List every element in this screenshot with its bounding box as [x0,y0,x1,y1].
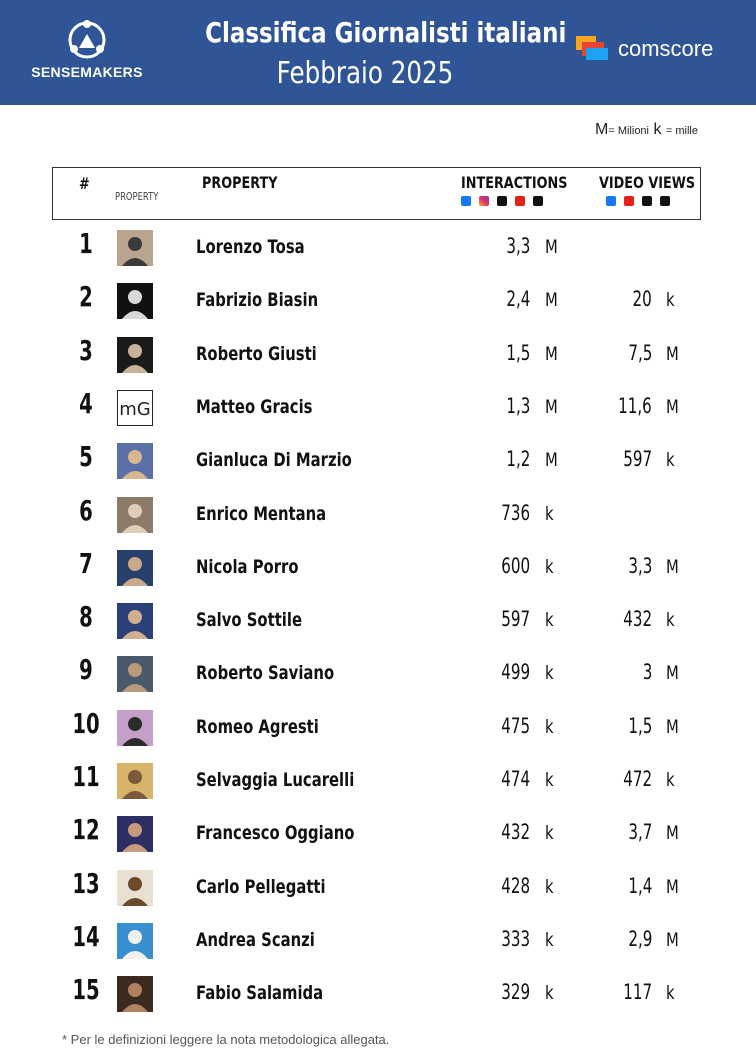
header-rank: # [79,174,90,193]
row-interactions-value: 597 [501,607,530,632]
row-interactions-unit: k [545,982,554,1005]
row-video-views-unit: M [666,715,679,738]
table-row [0,221,756,274]
row-rank: 9 [79,653,93,687]
row-name: Roberto Giusti [196,342,317,365]
avatar [117,390,153,426]
tiktok-icon [533,196,543,206]
youtube-icon [624,196,634,206]
row-interactions-value: 600 [501,553,530,578]
avatar [117,497,153,533]
row-rank: 4 [79,386,93,420]
units-legend-k-text: = mille [665,125,698,137]
avatar [117,603,153,639]
row-interactions-value: 428 [501,873,530,898]
row-rank: 6 [79,493,93,527]
row-video-views-value: 3 [642,660,652,685]
row-video-views-value: 20 [632,287,652,312]
row-video-views-value: 2,9 [627,926,652,951]
row-video-views-value: 597 [623,447,652,472]
page-title: Classifica Giornalisti italiani [205,16,567,49]
units-legend [595,121,698,139]
row-interactions-value: 475 [501,713,530,738]
row-name: Andrea Scanzi [196,928,315,951]
sensemakers-logo-text: SENSEMAKERS [31,64,143,80]
avatar [117,923,153,959]
facebook-icon [606,196,616,206]
row-video-views-unit: M [666,822,679,845]
row-name: Matteo Gracis [196,395,313,418]
row-interactions-value: 333 [501,926,530,951]
avatar [117,337,153,373]
comscore-logo-text: comscore [618,36,714,61]
youtube-icon [515,196,525,206]
row-interactions-value: 499 [501,660,530,685]
row-video-views-unit: M [666,875,679,898]
table-row [0,434,756,487]
row-interactions-unit: k [545,662,554,685]
avatar [117,656,153,692]
row-rank: 10 [72,706,100,740]
row-video-views-value: 117 [623,980,652,1005]
row-interactions-unit: M [545,449,558,472]
row-name: Salvo Sottile [196,609,302,632]
instagram-icon [479,196,489,206]
row-name: Nicola Porro [196,555,299,578]
video-social-icons [606,196,670,206]
table-row [0,861,756,914]
row-video-views-value: 432 [623,607,652,632]
table-row [0,914,756,967]
row-video-views-unit: M [666,662,679,685]
row-interactions-value: 1,3 [505,393,530,418]
row-video-views-unit: M [666,928,679,951]
units-legend-m-symbol: M [595,121,609,138]
row-interactions-value: 3,3 [505,234,530,258]
svg-text:mG: mG [119,398,151,420]
avatar [117,763,153,799]
table-row [0,274,756,327]
row-name: Gianluca Di Marzio [196,449,352,472]
row-interactions-unit: M [545,395,558,418]
avatar [117,870,153,906]
row-interactions-value: 432 [501,820,530,845]
row-interactions-value: 329 [501,980,530,1005]
units-legend-k-symbol: k [653,121,662,138]
row-interactions-value: 736 [501,500,530,525]
row-rank: 5 [79,440,93,474]
table-row [0,647,756,700]
row-rank: 13 [72,866,100,900]
row-interactions-unit: M [545,289,558,312]
row-interactions-unit: k [545,555,554,578]
row-name: Carlo Pellegatti [196,875,326,898]
header-video-views: VIDEO VIEWS [599,173,696,192]
row-name: Francesco Oggiano [196,822,355,845]
row-video-views-value: 1,5 [627,713,652,738]
avatar [117,976,153,1012]
avatar [117,550,153,586]
table-row [0,328,756,381]
row-interactions-unit: k [545,609,554,632]
row-video-views-unit: M [666,555,679,578]
row-interactions-unit: k [545,928,554,951]
row-video-views-value: 1,4 [627,873,652,898]
avatar [117,230,153,266]
row-rank: 8 [79,600,93,634]
row-rank: 14 [72,919,100,953]
row-name: Fabrizio Biasin [196,289,319,312]
x-icon [497,196,507,206]
x-icon [660,196,670,206]
row-interactions-unit: k [545,769,554,791]
row-video-views-unit: k [666,982,675,1005]
header-property-small: PROPERTY [115,190,159,203]
row-rank: 12 [72,813,100,847]
table-row [0,381,756,434]
avatar [117,710,153,746]
row-rank: 2 [79,280,93,314]
sensemakers-logo [12,18,162,88]
tiktok-icon [642,196,652,206]
row-video-views-value: 3,3 [627,553,652,578]
row-rank: 11 [72,760,100,793]
row-video-views-value: 3,7 [627,820,652,845]
interactions-social-icons [461,196,543,206]
row-rank: 7 [79,546,93,580]
row-rank: 15 [72,973,100,1007]
header-property: PROPERTY [202,173,278,192]
row-video-views-unit: M [666,342,679,365]
comscore-logo-icon [576,36,608,62]
header-interactions: INTERACTIONS [461,173,568,192]
row-video-views-unit: k [666,449,675,472]
table-row [0,594,756,647]
row-rank: 3 [79,333,93,367]
row-interactions-unit: k [545,822,554,845]
row-video-views-unit: k [666,609,675,632]
footnote: * Per le definizioni leggere la nota metodologica allegata. [62,1032,390,1047]
row-name: Romeo Agresti [196,715,319,738]
row-name: Selvaggia Lucarelli [196,769,355,791]
table-row [0,541,756,594]
row-interactions-value: 474 [501,767,530,791]
row-name: Roberto Saviano [196,662,335,685]
avatar [117,443,153,479]
row-name: Lorenzo Tosa [196,236,305,258]
row-interactions-unit: k [545,875,554,898]
table-row [0,807,756,860]
row-interactions-value: 1,2 [505,447,530,472]
table-row [0,754,756,807]
row-video-views-unit: k [666,769,675,791]
table-row [0,701,756,754]
row-video-views-value: 472 [623,767,652,791]
header-banner [0,0,756,105]
table-header [52,167,701,220]
table-row [0,488,756,541]
row-video-views-unit: k [666,289,675,312]
title-block [170,12,567,94]
page-subtitle: Febbraio 2025 [276,56,454,91]
row-interactions-unit: k [545,502,554,525]
row-name: Enrico Mentana [196,502,327,525]
table-row [0,967,756,1020]
row-interactions-unit: k [545,715,554,738]
row-video-views-value: 11,6 [618,393,652,418]
row-video-views-unit: M [666,395,679,418]
row-interactions-unit: M [545,236,558,258]
units-legend-m-text: = Milioni [608,125,649,137]
comscore-logo [576,36,713,62]
sensemakers-logo-icon [65,18,109,62]
avatar [117,283,153,319]
facebook-icon [461,196,471,206]
row-interactions-unit: M [545,342,558,365]
row-interactions-value: 2,4 [505,287,530,312]
row-video-views-value: 7,5 [627,340,652,365]
row-name: Fabio Salamida [196,982,324,1005]
row-rank: 1 [79,227,93,260]
avatar [117,816,153,852]
row-interactions-value: 1,5 [505,340,530,365]
